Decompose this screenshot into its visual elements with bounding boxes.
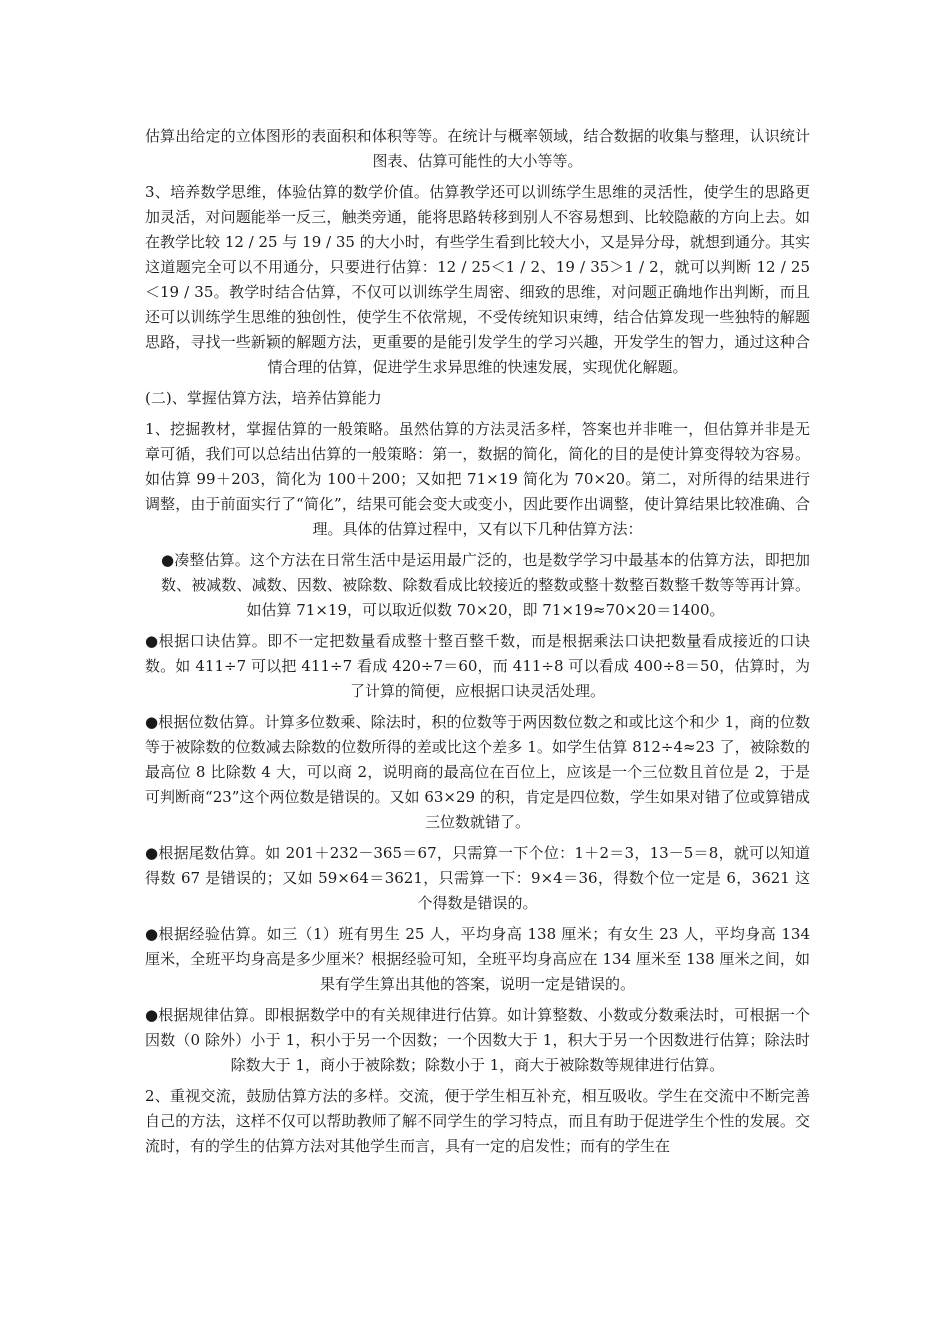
paragraph-math-thinking: 3、培养数学思维，体验估算的数学价值。估算教学还可以训练学生思维的灵活性，使学生的思路更加灵活，对问题能举一反三，触类旁通，能将思路转移到别人不容易想到、比较隐蔽的方向上去。如在教学比较 12 / 25 与 19 / 35 的大小时，有些学生看到比较大小，又是异分母，就想到通分。其实这道题完全可以不用通分，只要进行估算：12 / 25＜1 / 2、19 / 35＞1 / 2，就可以判断 12 / 25＜19 / 35。教学时结合估算，不仅可以训练学生周密、细致的思维，对问题正确地作出判断，而且还可以训练学生思维的独创性，使学生不依常规，不受传统知识束缚，结合估算发现一些独特的解题思路，寻找一些新颖的解题方法，更重要的是能引发学生的学习兴趣，开发学生的智力，通过这种合情合理的估算，促进学生求异思维的快速发展，实现优化解题。 [145,183,810,376]
bullet-rounding-estimation: ●凑整估算。这个方法在日常生活中是运用最广泛的，也是数学学习中最基本的估算方法，即把加数、被减数、减数、因数、被除数、除数看成比较接近的整数或整十数整百数整千数等等再计算。如估算 71×19，可以取近似数 70×20，即 71×19≈70×20＝1400。 [161,551,810,619]
paragraph-intro-continuation: 估算出给定的立体图形的表面积和体积等等。在统计与概率领域，结合数据的收集与整理，认识统计图表、估算可能性的大小等等。 [145,127,810,170]
bullet-digit-count-estimation: ●根据位数估算。计算多位数乘、除法时，积的位数等于两因数位数之和或比这个和少 1，商的位数等于被除数的位数减去除数的位数所得的差或比这个差多 1。如学生估算 812÷4≈23 了，被除数的最高位 8 比除数 4 大，可以商 2，说明商的最高位在百位上，应该是一个三位数且首位是 2，于是可判断商“23”这个两位数是错误的。又如 63×29 的积，肯定是四位数，学生如果对错了位或算错成三位数就错了。 [145,713,810,831]
bullet-rule-estimation: ●根据规律估算。即根据数学中的有关规律进行估算。如计算整数、小数或分数乘法时，可根据一个因数（0 除外）小于 1，积小于另一个因数；一个因数大于 1，积大于另一个因数进行估算；除法时除数大于 1，商小于被除数；除数小于 1，商大于被除数等规律进行估算。 [145,1006,810,1074]
bullet-experience-estimation: ●根据经验估算。如三（1）班有男生 25 人，平均身高 138 厘米；有女生 23 人，平均身高 134 厘米，全班平均身高是多少厘米？根据经验可知，全班平均身高应在 134 厘米至 138 厘米之间，如果有学生算出其他的答案，说明一定是错误的。 [145,925,810,993]
bullet-last-digit-estimation: ●根据尾数估算。如 201＋232－365＝67，只需算一下个位：1＋2＝3，13－5＝8，就可以知道得数 67 是错误的；又如 59×64＝3621，只需算一下：9×4＝36，得数个位一定是 6，3621 这个得数是错误的。 [145,844,810,912]
document-body [145,124,810,1165]
paragraph-exchange-diversity: 2、重视交流，鼓励估算方法的多样。交流，便于学生相互补充，相互吸收。学生在交流中不断完善自己的方法，这样不仅可以帮助教师了解不同学生的学习特点，而且有助于促进学生个性的发展。交流时，有的学生的估算方法对其他学生而言，具有一定的启发性；而有的学生在 [145,1087,810,1155]
section-heading: (二)、掌握估算方法，培养估算能力 [145,389,382,407]
bullet-multiplication-table-estimation: ●根据口诀估算。即不一定把数量看成整十整百整千数，而是根据乘法口诀把数量看成接近的口诀数。如 411÷7 可以把 411÷7 看成 420÷7＝60，而 411÷8 可以看成 400÷8＝50，估算时，为了计算的简便，应根据口诀灵活处理。 [145,632,810,700]
paragraph-general-strategy: 1、挖掘教材，掌握估算的一般策略。虽然估算的方法灵活多样，答案也并非唯一，但估算并非是无章可循，我们可以总结出估算的一般策略：第一，数据的简化，简化的目的是使计算变得较为容易。如估算 99＋203，简化为 100＋200；又如把 71×19 简化为 70×20。第二，对所得的结果进行调整，由于前面实行了“简化”，结果可能会变大或变小，因此要作出调整，使计算结果比较准确、合理。具体的估算过程中，又有以下几种估算方法： [145,420,810,538]
